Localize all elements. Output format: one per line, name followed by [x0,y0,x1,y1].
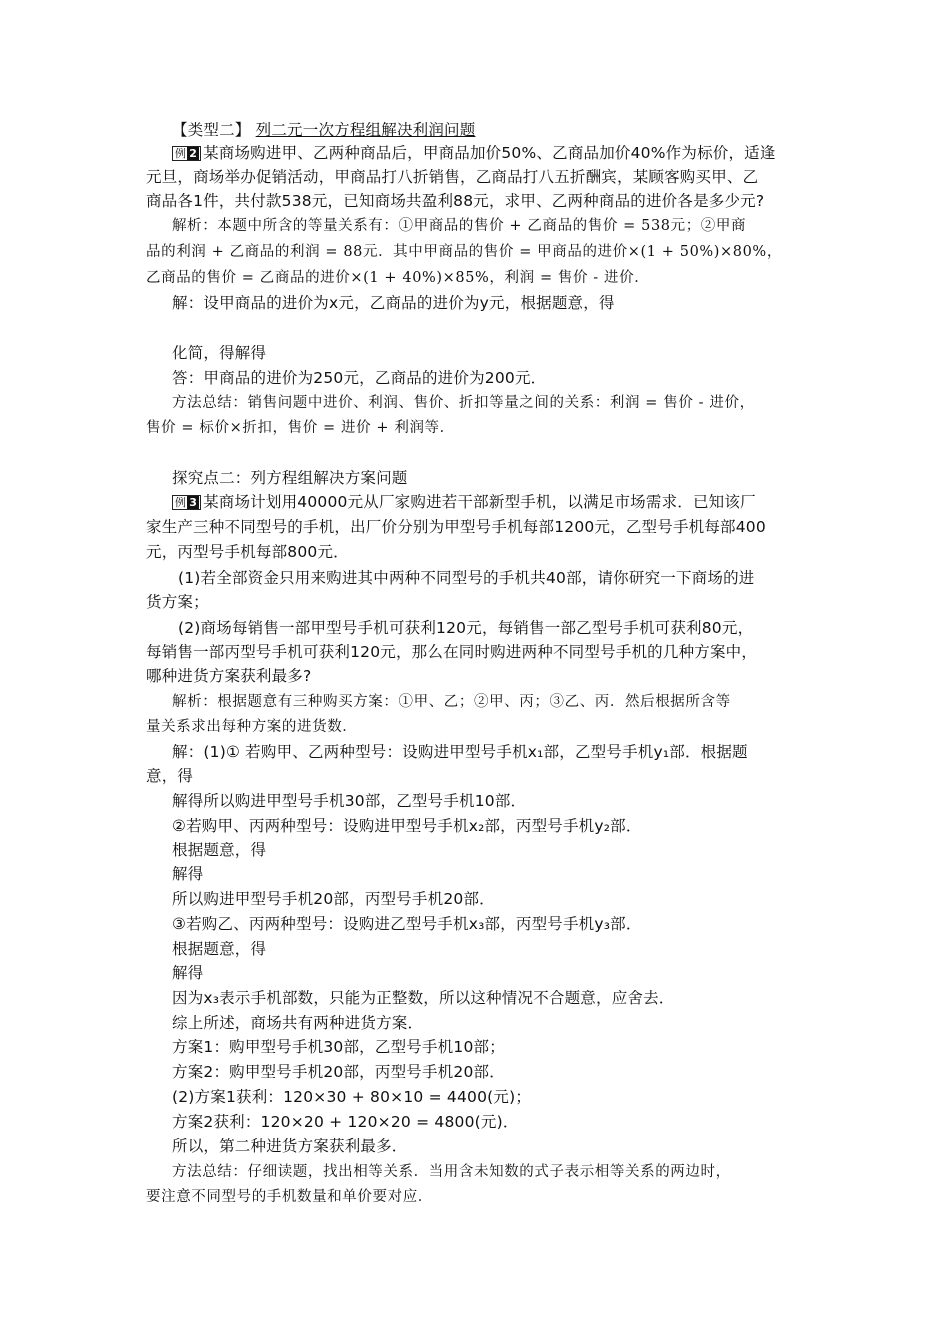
example3-line-1: 例 3 某商场计划用40000元从厂家购进若干部新型手机，以满足市场需求．已知该厂 [172,490,756,514]
example3-solution-1: 解：(1)① 若购甲、乙两种型号：设购进甲型号手机x₁部，乙型号手机y₁部．根据题 [172,743,748,761]
example3-solution-7: 所以购进甲型号手机20部，丙型号手机20部． [172,890,495,908]
explore-title: 探究点二：列方程组解决方案问题 [172,469,408,487]
example3-solution-9: 根据题意，得 [172,940,267,958]
example3-solution-13: 方案1：购甲型号手机30部，乙型号手机10部； [172,1038,505,1056]
example2-analysis-2: 品的利润 + 乙商品的利润 = 88元．其中甲商品的售价 = 甲商品的进价×(1 + 50%)×80%， [146,244,782,260]
example3-solution-15: (2)方案1获利：120×30 + 80×10 = 4400(元)； [172,1088,532,1106]
example2-answer: 答：甲商品的进价为250元，乙商品的进价为200元． [172,369,547,387]
section-title: 列二元一次方程组解决利润问题 [255,121,476,139]
example3-solution-11: 因为x₃表示手机部数，只能为正整数，所以这种情况不合题意，应舍去． [172,989,675,1007]
example2-line-2: 元旦，商场举办促销活动，甲商品打八折销售，乙商品打八五折酬宾，某顾客购买甲、乙 [146,168,759,186]
example2-summary-2: 售价 = 标价×折扣，售价 = 进价 + 利润等． [146,420,455,436]
example2-simplify: 化简，得解得 [172,344,267,362]
example3-solution-6: 解得 [172,865,204,883]
example3-analysis-2: 量关系求出每种方案的进货数． [146,719,358,735]
section-tag: 【类型二】 [172,121,251,139]
example3-solution-10: 解得 [172,964,204,982]
example2-analysis-1: 解析：本题中所含的等量关系有：①甲商品的售价 + 乙商品的售价 = 538元；②甲商 [172,218,747,234]
example2-line-3: 商品各1件，共付款538元，已知商场共盈利88元，求甲、乙两种商品的进价各是多少元? [146,192,765,210]
example3-q1-2: 货方案； [146,593,209,611]
example3-q2-2: 每销售一部丙型号手机可获利120元，那么在同时购进两种不同型号手机的几种方案中， [146,643,758,661]
example2-solution: 解：设甲商品的进价为x元，乙商品的进价为y元，根据题意，得 [172,294,615,312]
example-badge: 例 2 [172,146,201,161]
example3-solution-8: ③若购乙、丙两种型号：设购进乙型号手机x₃部，丙型号手机y₃部． [172,915,642,933]
example3-q2-1: (2)商场每销售一部甲型号手机可获利120元，每销售一部乙型号手机可获利80元， [178,619,754,637]
example-badge: 例 3 [172,495,201,510]
example3-solution-5: 根据题意，得 [172,841,267,859]
example3-summary-2: 要注意不同型号的手机数量和单价要对应． [146,1189,433,1205]
example3-analysis-1: 解析：根据题意有三种购买方案：①甲、乙；②甲、丙；③乙、丙．然后根据所含等 [172,694,731,710]
example3-solution-3: 解得所以购进甲型号手机30部，乙型号手机10部． [172,792,527,810]
example3-solution-17: 所以，第二种进货方案获利最多． [172,1137,408,1155]
example3-solution-14: 方案2：购甲型号手机20部，丙型号手机20部． [172,1063,505,1081]
example3-q2-3: 哪种进货方案获利最多? [146,667,312,685]
example3-line-2: 家生产三种不同型号的手机，出厂价分别为甲型号手机每部1200元，乙型号手机每部400 [146,518,766,536]
example2-analysis-3: 乙商品的售价 = 乙商品的进价×(1 + 40%)×85%，利润 = 售价 - 进价． [146,270,650,286]
example3-solution-16: 方案2获利：120×20 + 120×20 = 4800(元)． [172,1113,519,1131]
example2-summary-1: 方法总结：销售问题中进价、利润、售价、折扣等量之间的关系：利润 = 售价 - 进价， [172,395,755,411]
example3-solution-12: 综上所述，商场共有两种进货方案． [172,1014,424,1032]
example2-line-1: 例 2 某商场购进甲、乙两种商品后，甲商品加价50%、乙商品加价40%作为标价，适逢 [172,141,776,165]
example3-solution-4: ②若购甲、丙两种型号：设购进甲型号手机x₂部，丙型号手机y₂部． [172,817,642,835]
example3-line-3: 元，丙型号手机每部800元． [146,543,349,561]
example3-q1-1: (1)若全部资金只用来购进其中两种不同型号的手机共40部，请你研究一下商场的进 [178,569,755,587]
example3-summary-1: 方法总结：仔细读题，找出相等关系．当用含未知数的式子表示相等关系的两边时， [172,1164,731,1180]
section-heading [172,118,475,142]
example3-solution-2: 意，得 [146,767,194,785]
